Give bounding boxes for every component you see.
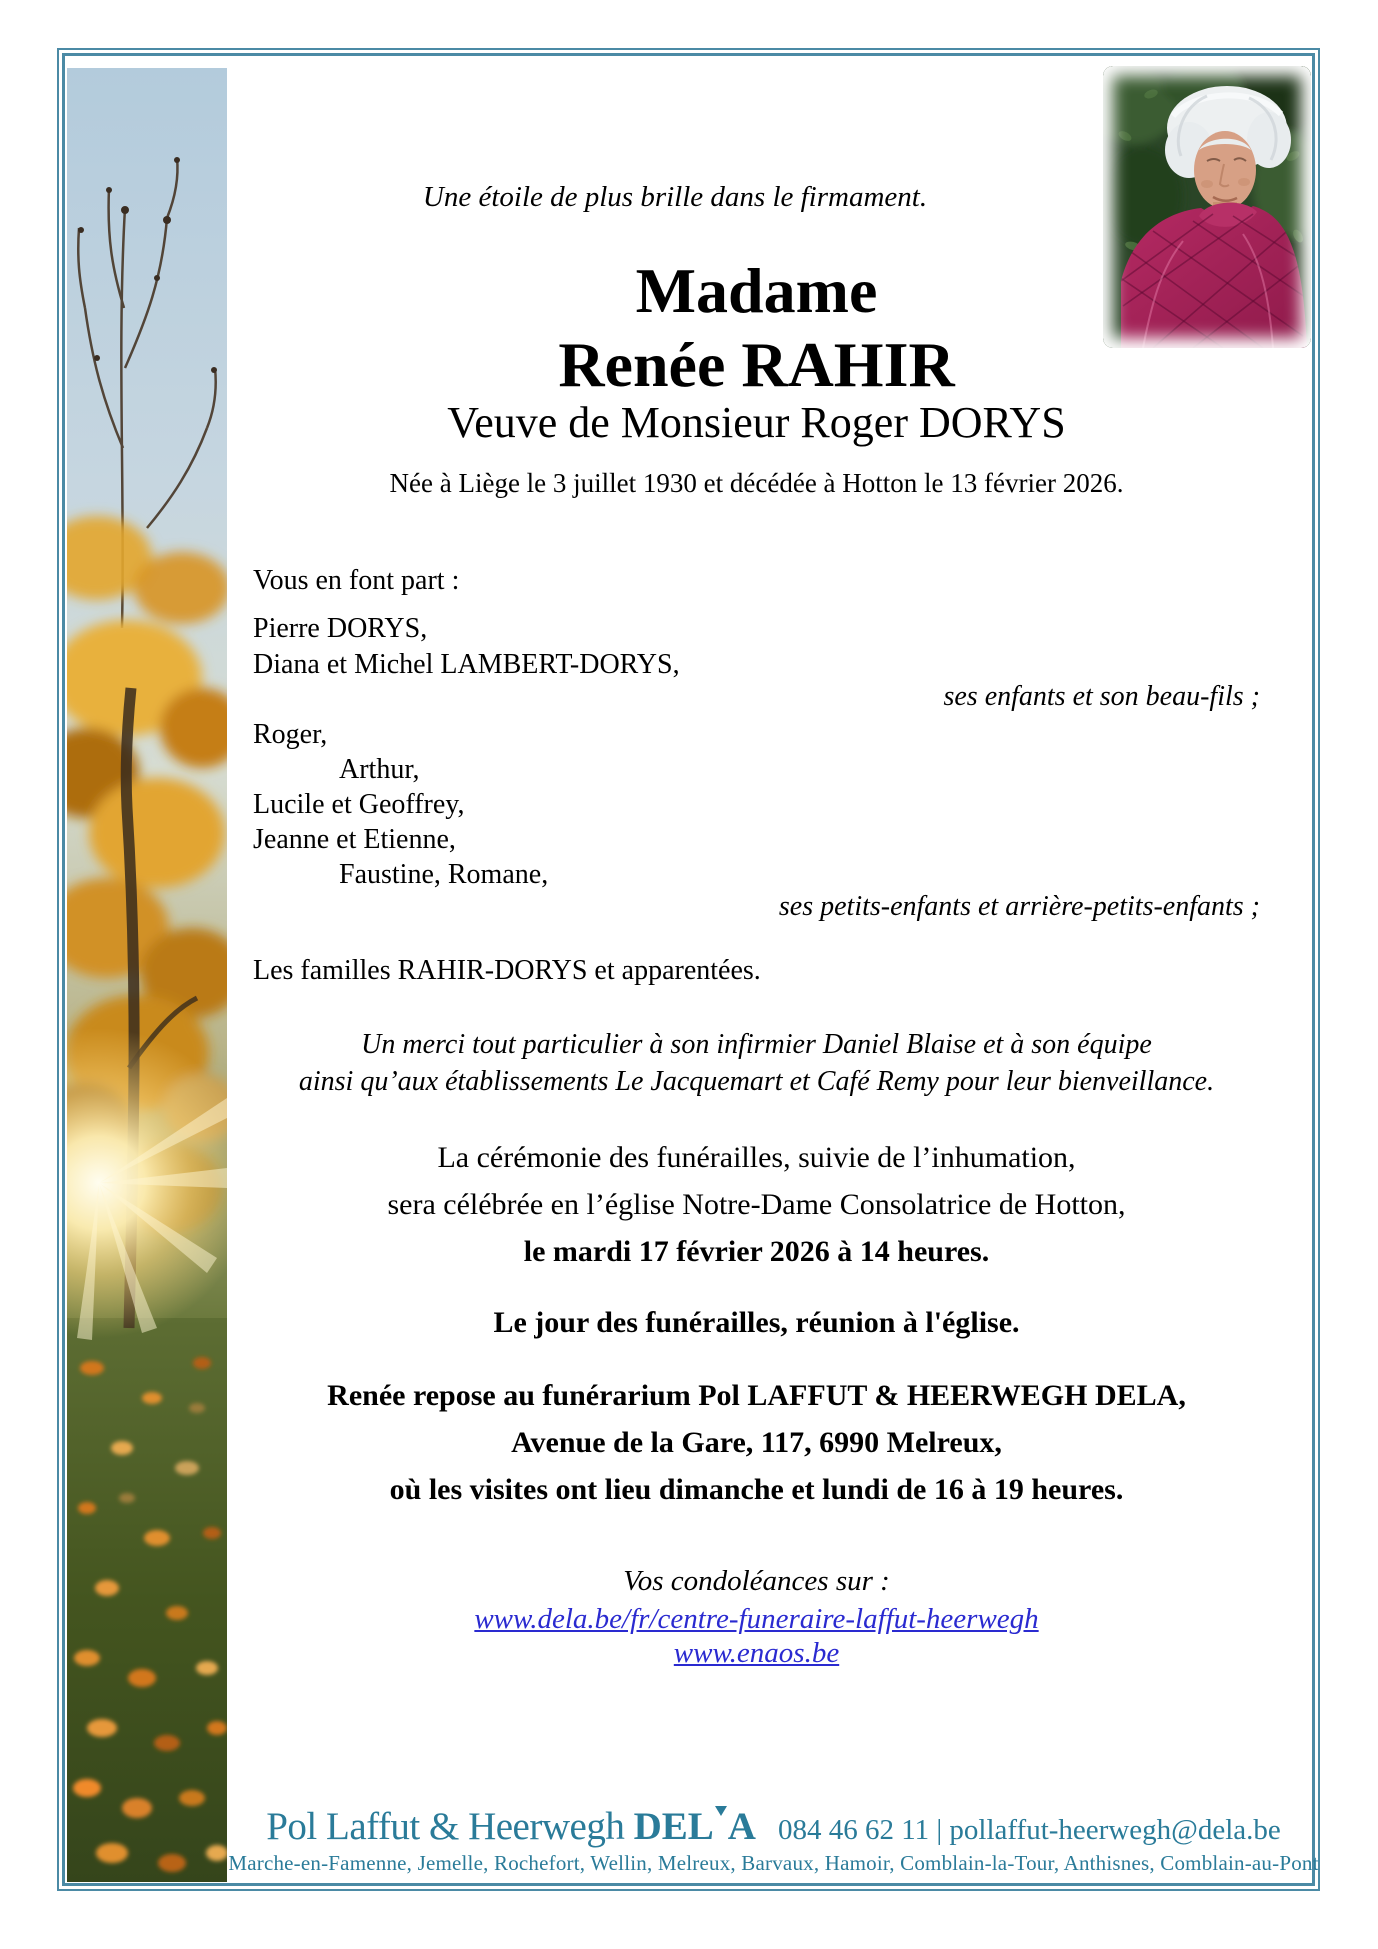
family-member-line: Pierre DORYS, xyxy=(253,613,428,644)
deceased-name: Renée RAHIR xyxy=(558,329,955,400)
deceased-title xyxy=(253,254,1260,402)
epigraph: Une étoile de plus brille dans le firmament. xyxy=(422,181,928,213)
reunion-line: Le jour des funérailles, réunion à l'église. xyxy=(493,1306,1020,1339)
civility: Madame xyxy=(635,255,878,326)
life-dates: Née à Liège le 3 juillet 1930 et décédée à Hotton le 13 février 2026. xyxy=(389,468,1124,498)
children-list xyxy=(253,611,1260,683)
funerarium-line: Renée repose au funérarium Pol LAFFUT & HEERWEGH DELA, xyxy=(327,1379,1186,1412)
funerarium-details xyxy=(253,1372,1260,1513)
footer-cities: Marche-en-Famenne, Jemelle, Rochefort, Wellin, Melreux, Barvaux, Hamoir, Comblain-la-Tour, Anthisnes, Comblain-au-Pont xyxy=(228,1851,1319,1875)
announcement-intro: Vous en font part : xyxy=(253,565,460,596)
condolences-link-enaos[interactable]: www.enaos.be xyxy=(673,1637,840,1669)
footer-contact: 084 46 62 11 | pollaffut-heerwegh@dela.be xyxy=(777,1814,1281,1846)
ceremony-line: La cérémonie des funérailles, suivie de l’inhumation, xyxy=(437,1141,1076,1174)
family-member-line: Arthur, xyxy=(339,754,420,785)
family-member-line: Faustine, Romane, xyxy=(339,859,549,890)
family-member-line: Diana et Michel LAMBERT-DORYS, xyxy=(253,649,680,680)
children-caption: ses enfants et son beau-fils ; xyxy=(943,681,1260,712)
condolences-link-dela[interactable]: www.dela.be/fr/centre-funeraire-laffut-heerwegh xyxy=(474,1603,1039,1635)
condolences-links xyxy=(253,1602,1260,1670)
family-member-line: Jeanne et Etienne, xyxy=(253,824,456,855)
widow-subtitle: Veuve de Monsieur Roger DORYS xyxy=(447,398,1066,447)
family-member-line: Roger, xyxy=(253,719,328,750)
thanks-line: Un merci tout particulier à son infirmier Daniel Blaise et à son équipe xyxy=(361,1029,1152,1060)
ceremony-line: sera célébrée en l’église Notre-Dame Consolatrice de Hotton, xyxy=(387,1188,1126,1221)
brand-dela: DEL A xyxy=(633,1805,756,1848)
thanks-note xyxy=(253,1026,1260,1100)
funerarium-address: Avenue de la Gare, 117, 6990 Melreux, xyxy=(511,1426,1002,1459)
thanks-line: ainsi qu’aux établissements Le Jacquemart et Café Remy pour leur bienveillance. xyxy=(298,1066,1215,1097)
families-line: Les familles RAHIR-DORYS et apparentées. xyxy=(253,955,761,986)
funeral-home-logo xyxy=(266,1804,756,1849)
dela-triangle-icon xyxy=(715,1806,727,1816)
ceremony-date: le mardi 17 février 2026 à 14 heures. xyxy=(523,1235,990,1268)
visits-line: où les visites ont lieu dimanche et lundi de 16 à 19 heures. xyxy=(389,1473,1124,1506)
family-member-line: Lucile et Geoffrey, xyxy=(253,789,465,820)
ceremony-details xyxy=(253,1134,1260,1275)
condolences-label: Vos condoléances sur : xyxy=(623,1565,890,1597)
grandchildren-list xyxy=(253,717,1260,892)
grandchildren-caption: ses petits-enfants et arrière-petits-enfants ; xyxy=(778,891,1260,922)
autumn-strip-image xyxy=(67,68,227,1882)
brand-prefix: Pol Laffut & Heerwegh xyxy=(266,1805,625,1848)
autumn-photo-strip xyxy=(67,68,227,1882)
